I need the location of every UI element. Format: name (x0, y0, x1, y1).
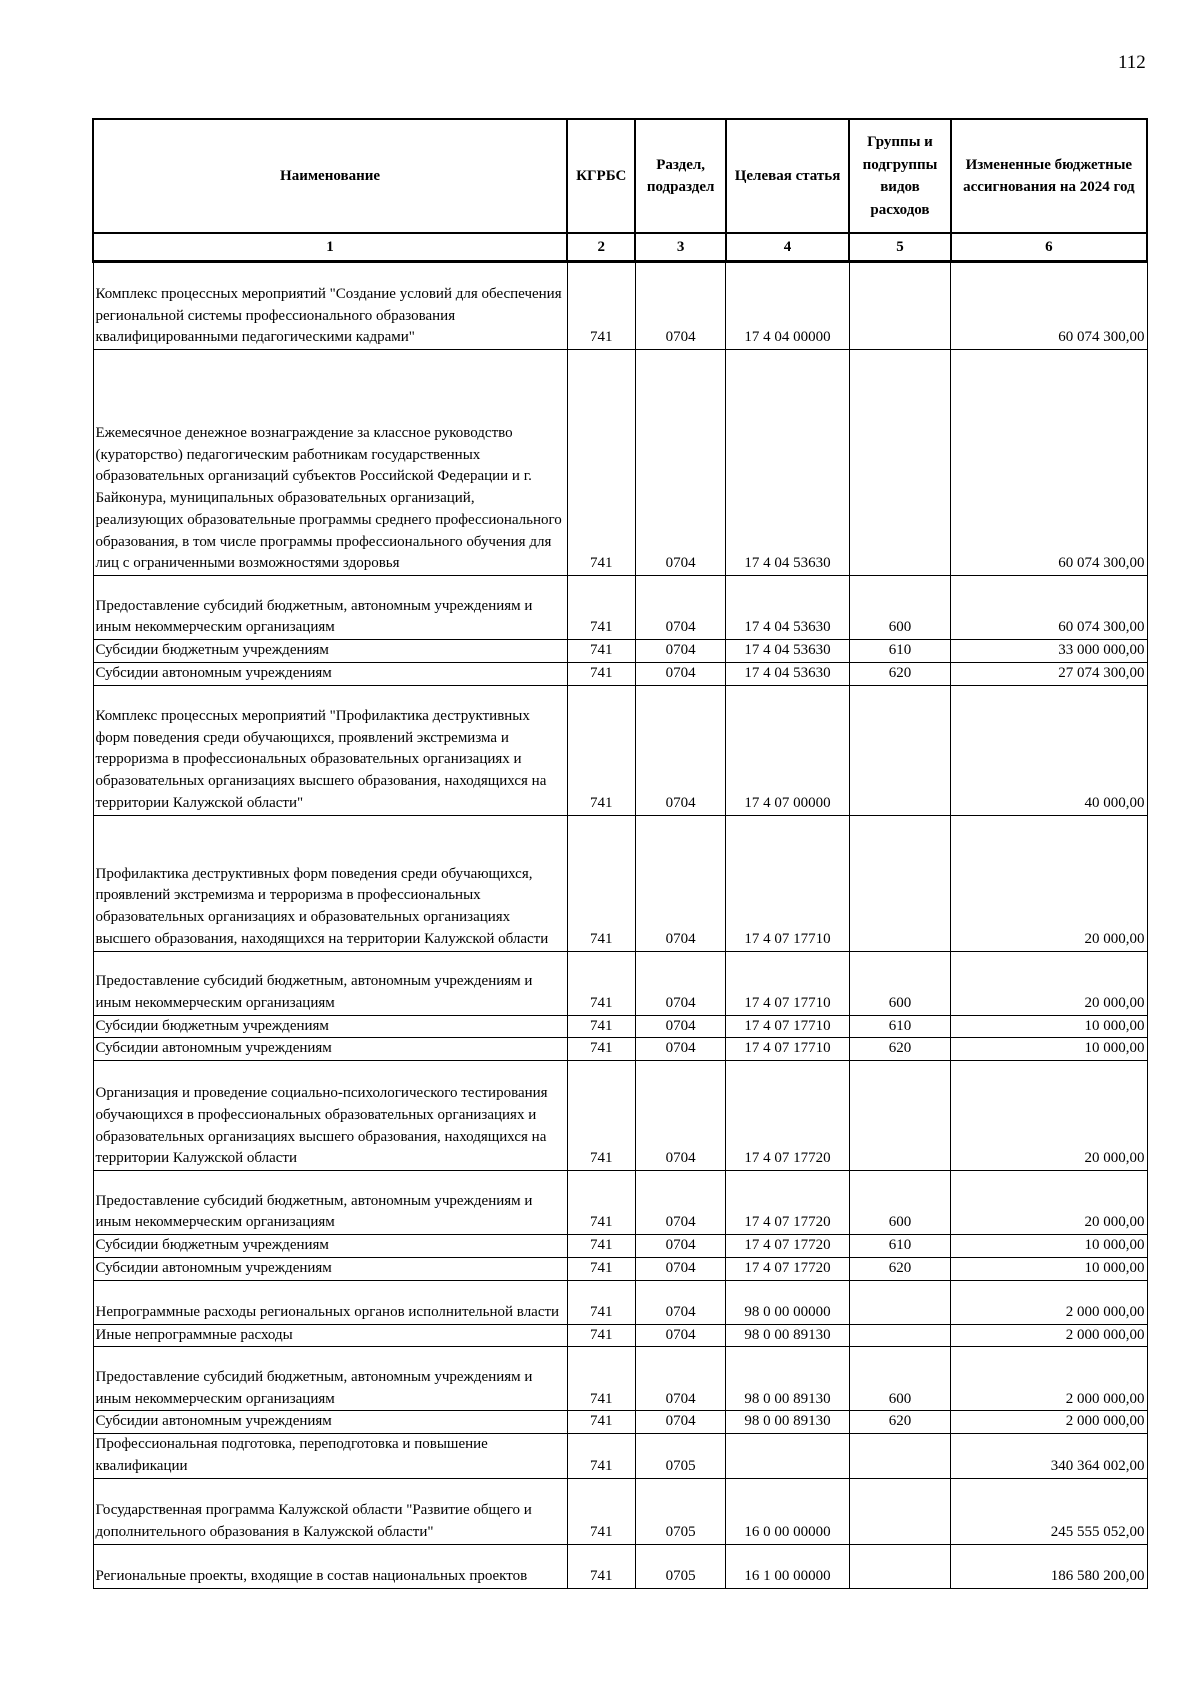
row-group (849, 1280, 950, 1324)
row-name: Региональные проекты, входящие в состав национальных проектов (93, 1544, 567, 1588)
table-row (93, 262, 1147, 350)
row-group: 610 (849, 1015, 950, 1038)
row-kgrbs: 741 (567, 1280, 635, 1324)
row-group (849, 685, 950, 815)
row-section: 0704 (635, 1257, 725, 1280)
row-group (849, 1544, 950, 1588)
row-group: 620 (849, 1411, 950, 1434)
table-row (93, 662, 1147, 685)
row-group: 600 (849, 1171, 950, 1235)
row-kgrbs: 741 (567, 262, 635, 350)
row-section: 0704 (635, 951, 725, 1015)
column-number: 3 (635, 233, 725, 262)
row-name: Субсидии бюджетным учреждениям (93, 640, 567, 663)
row-section: 0704 (635, 1038, 725, 1061)
row-section: 0704 (635, 1235, 725, 1258)
row-group: 600 (849, 576, 950, 640)
row-amount: 40 000,00 (951, 685, 1147, 815)
row-name: Субсидии автономным учреждениям (93, 1257, 567, 1280)
row-target: 17 4 07 17720 (726, 1257, 849, 1280)
row-name: Профессиональная подготовка, переподготовка и повышение квалификации (93, 1434, 567, 1479)
header-kgrbs: КГРБС (567, 119, 635, 233)
row-amount: 20 000,00 (951, 1061, 1147, 1171)
row-kgrbs: 741 (567, 1544, 635, 1588)
row-target: 17 4 04 53630 (726, 662, 849, 685)
row-amount: 60 074 300,00 (951, 350, 1147, 576)
row-target: 98 0 00 89130 (726, 1324, 849, 1347)
row-amount: 340 364 002,00 (951, 1434, 1147, 1479)
table-row (93, 576, 1147, 640)
column-number: 2 (567, 233, 635, 262)
row-target: 98 0 00 00000 (726, 1280, 849, 1324)
row-section: 0704 (635, 262, 725, 350)
row-section: 0704 (635, 640, 725, 663)
row-target: 16 1 00 00000 (726, 1544, 849, 1588)
table-row (93, 1280, 1147, 1324)
row-group (849, 1324, 950, 1347)
row-target: 16 0 00 00000 (726, 1478, 849, 1544)
table-row (93, 1478, 1147, 1544)
row-kgrbs: 741 (567, 640, 635, 663)
row-name: Предоставление субсидий бюджетным, автономным учреждениям и иным некоммерческим организациям (93, 1347, 567, 1411)
row-amount: 10 000,00 (951, 1257, 1147, 1280)
table-row (93, 640, 1147, 663)
row-target: 17 4 04 53630 (726, 350, 849, 576)
row-amount: 10 000,00 (951, 1015, 1147, 1038)
table-row (93, 1235, 1147, 1258)
row-kgrbs: 741 (567, 685, 635, 815)
row-name: Непрограммные расходы региональных органов исполнительной власти (93, 1280, 567, 1324)
table-row (93, 350, 1147, 576)
row-amount: 60 074 300,00 (951, 262, 1147, 350)
row-kgrbs: 741 (567, 1171, 635, 1235)
row-target: 17 4 07 17710 (726, 951, 849, 1015)
row-kgrbs: 741 (567, 1434, 635, 1479)
row-group: 620 (849, 1257, 950, 1280)
row-kgrbs: 741 (567, 1347, 635, 1411)
row-target: 17 4 07 17710 (726, 815, 849, 951)
row-amount: 2 000 000,00 (951, 1324, 1147, 1347)
row-kgrbs: 741 (567, 350, 635, 576)
column-number: 4 (726, 233, 849, 262)
row-kgrbs: 741 (567, 1038, 635, 1061)
row-group: 610 (849, 640, 950, 663)
row-target: 17 4 04 00000 (726, 262, 849, 350)
row-name: Комплекс процессных мероприятий "Создание условий для обеспечения региональной системы профессионального образования квалифицированными педагогическими кадрами" (93, 262, 567, 350)
table-row (93, 1015, 1147, 1038)
row-section: 0704 (635, 576, 725, 640)
row-name: Предоставление субсидий бюджетным, автономным учреждениям и иным некоммерческим организациям (93, 951, 567, 1015)
table-row (93, 951, 1147, 1015)
row-name: Субсидии автономным учреждениям (93, 1038, 567, 1061)
row-group (849, 1434, 950, 1479)
row-kgrbs: 741 (567, 662, 635, 685)
table-row (93, 1544, 1147, 1588)
row-amount: 60 074 300,00 (951, 576, 1147, 640)
row-kgrbs: 741 (567, 1257, 635, 1280)
column-number: 1 (93, 233, 567, 262)
table-row (93, 1411, 1147, 1434)
row-name: Профилактика деструктивных форм поведения среди обучающихся, проявлений экстремизма и терроризма в профессиональных образовательных организациях и образовательных организациях высшего образования, находящихся на территории Калужской области (93, 815, 567, 951)
row-name: Субсидии бюджетным учреждениям (93, 1235, 567, 1258)
row-kgrbs: 741 (567, 1478, 635, 1544)
row-amount: 245 555 052,00 (951, 1478, 1147, 1544)
row-target: 98 0 00 89130 (726, 1411, 849, 1434)
row-name: Субсидии бюджетным учреждениям (93, 1015, 567, 1038)
row-section: 0704 (635, 685, 725, 815)
header-groups: Группы и подгруппы видов расходов (849, 119, 950, 233)
row-group: 610 (849, 1235, 950, 1258)
row-section: 0704 (635, 350, 725, 576)
budget-table (92, 118, 1148, 1589)
header-name: Наименование (93, 119, 567, 233)
row-kgrbs: 741 (567, 1015, 635, 1038)
table-row (93, 1038, 1147, 1061)
table-row (93, 1347, 1147, 1411)
row-section: 0705 (635, 1544, 725, 1588)
row-name: Организация и проведение социально-психологического тестирования обучающихся в профессиональных образовательных организациях и образовательных организациях высшего образования, находящихся на территории Калужской области (93, 1061, 567, 1171)
row-name: Субсидии автономным учреждениям (93, 662, 567, 685)
row-name: Иные непрограммные расходы (93, 1324, 567, 1347)
row-kgrbs: 741 (567, 951, 635, 1015)
row-kgrbs: 741 (567, 1235, 635, 1258)
row-kgrbs: 741 (567, 1324, 635, 1347)
table-row (93, 1171, 1147, 1235)
row-amount: 2 000 000,00 (951, 1347, 1147, 1411)
row-amount: 10 000,00 (951, 1235, 1147, 1258)
row-amount: 186 580 200,00 (951, 1544, 1147, 1588)
row-amount: 33 000 000,00 (951, 640, 1147, 663)
row-group: 620 (849, 1038, 950, 1061)
row-target: 17 4 07 17720 (726, 1235, 849, 1258)
row-target: 17 4 07 00000 (726, 685, 849, 815)
row-section: 0704 (635, 815, 725, 951)
row-kgrbs: 741 (567, 1061, 635, 1171)
row-section: 0705 (635, 1434, 725, 1479)
row-amount: 20 000,00 (951, 1171, 1147, 1235)
row-group: 620 (849, 662, 950, 685)
row-group (849, 350, 950, 576)
row-group (849, 815, 950, 951)
row-target: 17 4 07 17710 (726, 1038, 849, 1061)
row-group: 600 (849, 951, 950, 1015)
table-row (93, 1324, 1147, 1347)
row-amount: 2 000 000,00 (951, 1280, 1147, 1324)
row-name: Комплекс процессных мероприятий "Профилактика деструктивных форм поведения среди обучающихся, проявлений экстремизма и терроризма в профессиональных образовательных организациях и образовательных организациях высшего образования, находящихся на территории Калужской области" (93, 685, 567, 815)
header-amount: Измененные бюджетные ассигнования на 2024 год (951, 119, 1147, 233)
table-row (93, 815, 1147, 951)
row-section: 0704 (635, 1411, 725, 1434)
row-name: Государственная программа Калужской области "Развитие общего и дополнительного образования в Калужской области" (93, 1478, 567, 1544)
column-number: 6 (951, 233, 1147, 262)
table-row (93, 1061, 1147, 1171)
row-section: 0704 (635, 1015, 725, 1038)
row-target: 17 4 07 17710 (726, 1015, 849, 1038)
row-target: 17 4 04 53630 (726, 576, 849, 640)
table-row (93, 685, 1147, 815)
table-row (93, 1257, 1147, 1280)
row-name: Предоставление субсидий бюджетным, автономным учреждениям и иным некоммерческим организациям (93, 576, 567, 640)
row-section: 0704 (635, 662, 725, 685)
row-group: 600 (849, 1347, 950, 1411)
row-name: Предоставление субсидий бюджетным, автономным учреждениям и иным некоммерческим организациям (93, 1171, 567, 1235)
row-amount: 20 000,00 (951, 815, 1147, 951)
row-name: Субсидии автономным учреждениям (93, 1411, 567, 1434)
row-section: 0704 (635, 1347, 725, 1411)
row-name: Ежемесячное денежное вознаграждение за классное руководство (кураторство) педагогическим работникам государственных образовательных организаций субъектов Российской Федерации и г. Байконура, муниципальных образовательных организаций, реализующих образовательные программы среднего профессионального образования, в том числе программы профессионального обучения для лиц с ограниченными возможностями здоровья (93, 350, 567, 576)
table-row (93, 1434, 1147, 1479)
row-amount: 20 000,00 (951, 951, 1147, 1015)
row-amount: 27 074 300,00 (951, 662, 1147, 685)
row-section: 0705 (635, 1478, 725, 1544)
row-target: 17 4 04 53630 (726, 640, 849, 663)
row-amount: 10 000,00 (951, 1038, 1147, 1061)
row-target: 98 0 00 89130 (726, 1347, 849, 1411)
column-number: 5 (849, 233, 950, 262)
header-target: Целевая статья (726, 119, 849, 233)
row-target: 17 4 07 17720 (726, 1171, 849, 1235)
row-kgrbs: 741 (567, 815, 635, 951)
row-group (849, 1478, 950, 1544)
page-number: 112 (1118, 52, 1146, 73)
header-section: Раздел, подраздел (635, 119, 725, 233)
row-target (726, 1434, 849, 1479)
row-target: 17 4 07 17720 (726, 1061, 849, 1171)
row-group (849, 1061, 950, 1171)
row-kgrbs: 741 (567, 1411, 635, 1434)
row-section: 0704 (635, 1171, 725, 1235)
row-section: 0704 (635, 1324, 725, 1347)
row-section: 0704 (635, 1061, 725, 1171)
row-section: 0704 (635, 1280, 725, 1324)
row-amount: 2 000 000,00 (951, 1411, 1147, 1434)
row-group (849, 262, 950, 350)
row-kgrbs: 741 (567, 576, 635, 640)
